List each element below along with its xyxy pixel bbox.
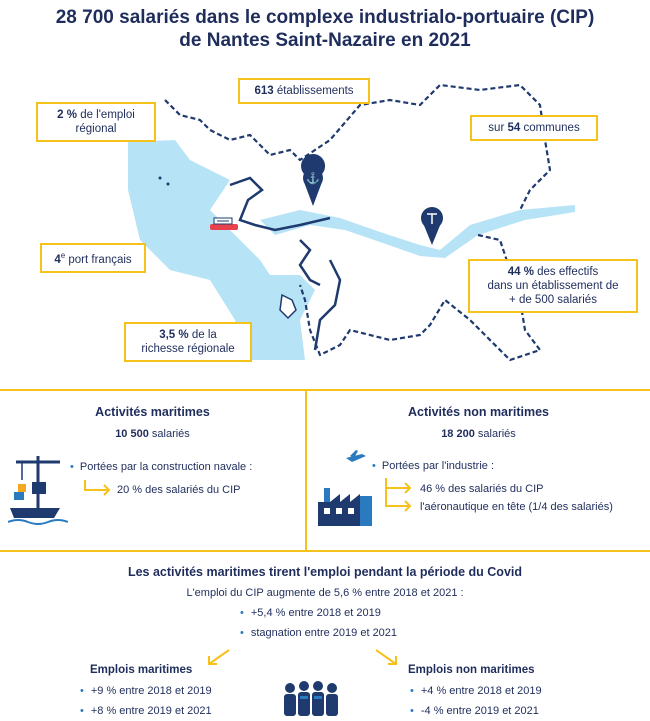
shipyard-crane-icon bbox=[8, 452, 68, 528]
callout-emploi bbox=[36, 102, 156, 142]
emplois-non-maritimes-item-2: • -4 % entre 2019 et 2021 bbox=[410, 705, 539, 717]
effectifs-value: 44 % bbox=[507, 266, 534, 278]
port-label: port français bbox=[65, 253, 132, 266]
covid-item-1: • +5,4 % entre 2018 et 2019 bbox=[240, 607, 381, 619]
communes-prefix: sur bbox=[488, 122, 508, 134]
port-sup: e bbox=[60, 251, 66, 260]
maritime-arrow-icon bbox=[83, 480, 113, 496]
callout-port bbox=[40, 243, 146, 273]
non-maritime-arrow-text-1: 46 % des salariés du CIP bbox=[420, 483, 544, 495]
page-title bbox=[0, 6, 650, 52]
svg-text:⚓: ⚓ bbox=[306, 173, 320, 185]
crane-pin-icon bbox=[421, 207, 443, 245]
title-line-1: 28 700 salariés dans le complexe industrialo-portuaire (CIP) bbox=[55, 7, 595, 28]
emplois-maritimes-item-2: • +8 % entre 2019 et 2021 bbox=[80, 705, 212, 717]
etablissements-label: établissements bbox=[273, 85, 354, 97]
maritime-count-label: salariés bbox=[148, 428, 190, 440]
callout-etablissements bbox=[238, 78, 370, 104]
ship-icon bbox=[210, 218, 238, 230]
callout-communes bbox=[470, 115, 598, 141]
effectifs-line-2: dans un établissement de bbox=[487, 280, 619, 292]
port-value: 4 bbox=[54, 253, 61, 266]
title-line-2: de Nantes Saint-Nazaire en 2021 bbox=[179, 30, 471, 51]
maritime-title: Activités maritimes bbox=[95, 405, 210, 419]
loire-river bbox=[260, 205, 575, 258]
non-maritime-count bbox=[307, 428, 650, 440]
emploi-label-1: de l'emploi bbox=[77, 109, 135, 121]
maritime-count bbox=[0, 428, 305, 440]
non-maritime-arrow-icon bbox=[384, 478, 414, 512]
non-maritime-count-label: salariés bbox=[474, 428, 516, 440]
workers-group-icon bbox=[280, 680, 340, 720]
emplois-maritimes-title: Emplois maritimes bbox=[90, 664, 193, 676]
arrow-down-right-icon bbox=[374, 648, 400, 668]
richesse-label-1: de la bbox=[188, 329, 217, 341]
effectifs-line-1: des effectifs bbox=[533, 266, 599, 278]
non-maritime-title: Activités non maritimes bbox=[407, 405, 549, 419]
emploi-value: 2 % bbox=[57, 109, 77, 121]
factory-plane-icon bbox=[316, 448, 376, 528]
maritime-count-value: 10 500 bbox=[115, 428, 149, 440]
emplois-non-maritimes-item-1: • +4 % entre 2018 et 2019 bbox=[410, 685, 542, 697]
covid-title: Les activités maritimes tirent l'emploi pendant la période du Covid bbox=[127, 565, 523, 579]
non-maritime-count-value: 18 200 bbox=[441, 428, 475, 440]
maritime-bullet: • Portées par la construction navale : bbox=[70, 461, 252, 473]
emplois-maritimes-item-1: • +9 % entre 2018 et 2019 bbox=[80, 685, 212, 697]
callout-richesse bbox=[124, 322, 252, 362]
richesse-label-2: richesse régionale bbox=[141, 343, 235, 355]
etablissements-value: 613 bbox=[254, 85, 274, 97]
map bbox=[0, 60, 650, 380]
callout-effectifs bbox=[468, 259, 638, 313]
non-maritime-bullet: • Portées par l'industrie : bbox=[372, 460, 494, 472]
separator-bottom bbox=[0, 550, 650, 552]
covid-item-2: • stagnation entre 2019 et 2021 bbox=[240, 627, 397, 639]
arrow-down-left-icon bbox=[205, 648, 231, 668]
covid-intro: L'emploi du CIP augmente de 5,6 % entre 2018 et 2021 : bbox=[186, 587, 464, 599]
pays-de-retz-border bbox=[315, 260, 340, 350]
anchor-pin-icon bbox=[301, 154, 325, 206]
emploi-label-2: régional bbox=[75, 123, 117, 135]
maritime-arrow-text: 20 % des salariés du CIP bbox=[117, 484, 241, 496]
communes-value: 54 bbox=[507, 122, 521, 134]
effectifs-line-3: + de 500 salariés bbox=[509, 294, 597, 306]
non-maritime-arrow-text-2: l'aéronautique en tête (1/4 des salariés) bbox=[420, 501, 613, 513]
separator-top bbox=[0, 389, 650, 391]
emplois-non-maritimes-title: Emplois non maritimes bbox=[408, 664, 535, 676]
richesse-value: 3,5 % bbox=[159, 329, 189, 341]
communes-label: communes bbox=[520, 122, 580, 134]
